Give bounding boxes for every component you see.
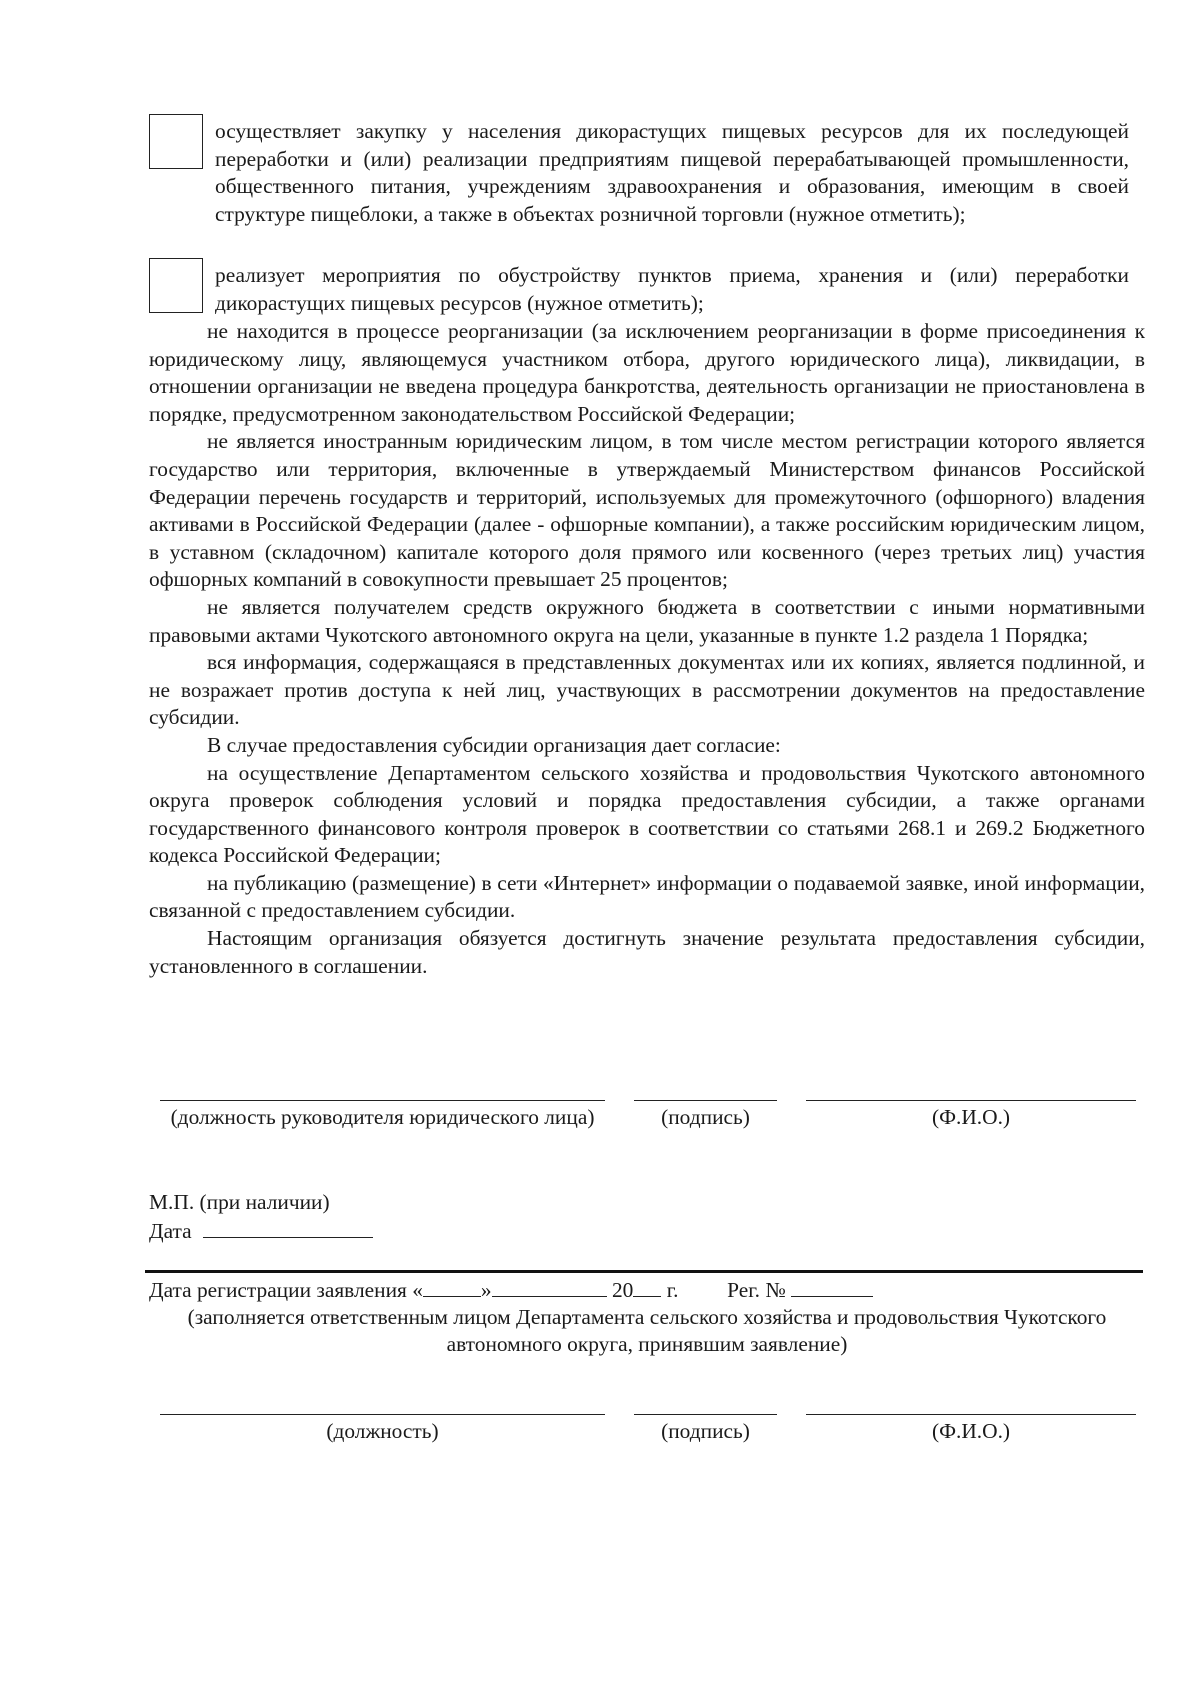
signature-caption: (подпись)	[661, 1105, 750, 1129]
checkbox-label: осуществляет закупку у населения дикорастущих пищевых ресурсов для их последующей переработки и (или) реализации предприятиям пищевой перерабатывающей промышленности, общественного питания, учреждениям здравоохранения и образования, имеющим в своей структуре пищеблоки, а также в объектах розничной торговли (нужное отметить);	[215, 119, 1129, 226]
registration-date-label: Дата регистрации заявления «	[149, 1278, 423, 1302]
signature-line[interactable]	[634, 1100, 777, 1101]
paragraph-consent-intro: В случае предоставления субсидии организация дает согласие:	[207, 732, 781, 757]
checkbox-item	[149, 118, 1129, 228]
year-blank[interactable]	[633, 1276, 661, 1297]
paragraph-no-reorganization: не находится в процессе реорганизации (за исключением реорганизации в форме присоединения к юридическому лицу, являющемуся участником отбора, другого юридического лица), ликвидации, в отношении организации не введена процедура банкротства, деятельность организации не приостановлена в порядке, предусмотренном законодательством Российской Федерации;	[149, 319, 1145, 426]
registration-row	[149, 1276, 873, 1304]
year-suffix: г.	[666, 1278, 679, 1302]
checkbox-item	[149, 262, 1129, 317]
name-signature-line[interactable]	[806, 1100, 1136, 1101]
reg-number-blank[interactable]	[791, 1276, 873, 1297]
paragraph-consent-inspection: на осуществление Департаментом сельского хозяйства и продовольствия Чукотского автономного округа проверок соблюдения условий и порядка предоставления субсидии, а также органами государственного финансового контроля проверок в соответствии со статьями 268.1 и 269.2 Бюджетного кодекса Российской Федерации;	[149, 760, 1145, 868]
quote-close: »	[480, 1278, 492, 1302]
stamp-label: М.П. (при наличии)	[149, 1190, 330, 1214]
paragraph-not-recipient: не является получателем средств окружного бюджета в соответствии с иными нормативными правовыми актами Чукотского автономного округа на цели, указанные в пункте 1.2 раздела 1 Порядка;	[149, 594, 1145, 647]
signature-caption: (подпись)	[661, 1419, 750, 1443]
paragraph-not-foreign: не является иностранным юридическим лицом, в том числе местом регистрации которого является государство или территория, включенные в утверждаемый Министерством финансов Российской Федерации перечень государств и территорий, используемых для промежуточного (офшорного) владения активами в Российской Федерации (далее - офшорные компании), а также российским юридическим лицом, в уставном (складочном) капитале которого доля прямого или косвенного (через третьих лиц) участия офшорных компаний в совокупности превышает 25 процентов;	[149, 429, 1145, 592]
checkbox-label: реализует мероприятия по обустройству пунктов приема, хранения и (или) переработки дикорастущих пищевых ресурсов (нужное отметить);	[215, 263, 1129, 315]
checkbox[interactable]	[149, 114, 203, 169]
date-label: Дата	[149, 1219, 192, 1243]
body-text	[149, 318, 1145, 980]
name-caption: (Ф.И.О.)	[931, 1105, 1011, 1129]
date-row	[149, 1217, 373, 1245]
name-signature-line[interactable]	[806, 1414, 1136, 1415]
paragraph-consent-publication: на публикацию (размещение) в сети «Интернет» информации о подаваемой заявке, иной информации, связанной с предоставлением субсидии.	[149, 870, 1145, 923]
year-prefix: 20	[611, 1278, 634, 1302]
position-caption: (должность)	[326, 1419, 439, 1443]
section-divider	[145, 1270, 1143, 1273]
name-caption: (Ф.И.О.)	[931, 1419, 1011, 1443]
position-signature-line[interactable]	[160, 1100, 605, 1101]
date-blank[interactable]	[203, 1217, 373, 1238]
reg-number-label: Рег. №	[727, 1278, 786, 1302]
day-blank[interactable]	[423, 1276, 481, 1297]
position-signature-line[interactable]	[160, 1414, 605, 1415]
month-blank[interactable]	[492, 1276, 607, 1297]
paragraph-info-authentic: вся информация, содержащаяся в представленных документах или их копиях, является подлинной, и не возражает против доступа к ней лиц, участвующих в рассмотрении документов на предоставление субсидии.	[149, 650, 1145, 730]
signature-line[interactable]	[634, 1414, 777, 1415]
paragraph-obligation: Настоящим организация обязуется достигнуть значение результата предоставления субсидии, установленного в соглашении.	[149, 926, 1145, 978]
position-caption: (должность руководителя юридического лица)	[170, 1105, 595, 1129]
checkbox[interactable]	[149, 258, 203, 313]
registration-note: (заполняется ответственным лицом Департамента сельского хозяйства и продовольствия Чукотского автономного округа, принявшим заявление)	[187, 1305, 1107, 1356]
